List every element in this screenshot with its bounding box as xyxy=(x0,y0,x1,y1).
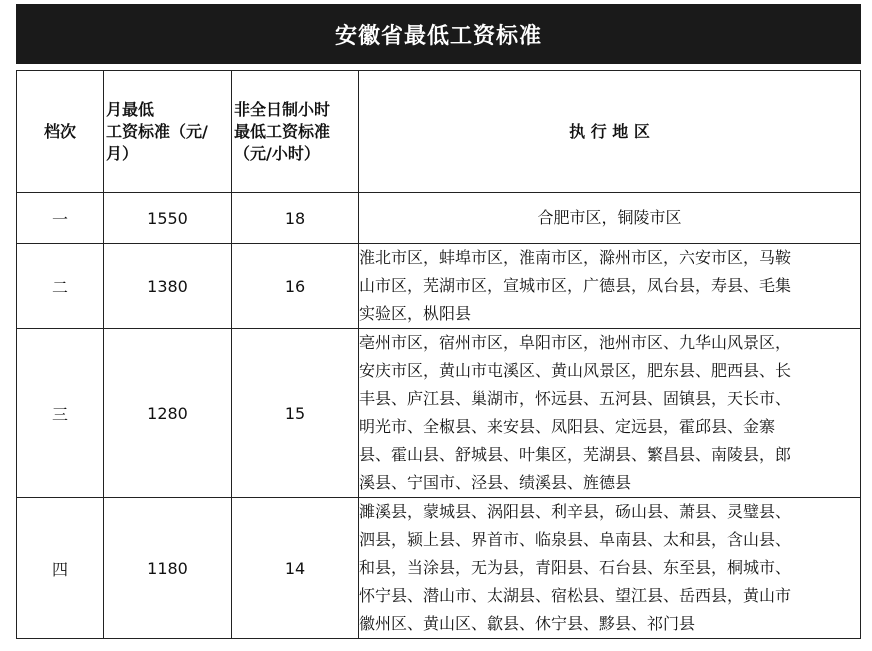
wage-standard-sheet xyxy=(16,4,861,640)
row-level: 三 xyxy=(17,329,104,498)
row-area: 濉溪县，蒙城县、涡阳县、利辛县，砀山县、萧县、灵璧县、 泗县，颍上县、界首市、临泉县、阜南县、太和县，含山县、 和县，当涂县，无为县，青阳县、石台县、东至县，桐城市、 怀宁县、潜山市、太湖县、宿松县、望江县、岳西县，黄山市 徽州区、黄山区、歙县、休宁县、黟县、祁门县 xyxy=(359,498,861,639)
row-hourly-wage: 18 xyxy=(232,193,359,244)
table-row xyxy=(17,329,861,498)
row-hourly-wage: 16 xyxy=(232,244,359,329)
row-hourly-wage: 15 xyxy=(232,329,359,498)
wage-table xyxy=(16,70,861,639)
row-monthly-wage: 1380 xyxy=(104,244,232,329)
table-title: 安徽省最低工资标准 xyxy=(16,4,861,64)
header-level: 档次 xyxy=(17,71,104,193)
row-level: 一 xyxy=(17,193,104,244)
row-area: 淮北市区，蚌埠市区，淮南市区，滁州市区，六安市区，马鞍 山市区，芜湖市区，宣城市区，广德县，凤台县，寿县、毛集 实验区，枞阳县 xyxy=(359,244,861,329)
table-row xyxy=(17,244,861,329)
row-area: 合肥市区，铜陵市区 xyxy=(359,193,861,244)
row-monthly-wage: 1280 xyxy=(104,329,232,498)
row-monthly-wage: 1550 xyxy=(104,193,232,244)
row-monthly-wage: 1180 xyxy=(104,498,232,639)
header-row xyxy=(17,71,861,193)
table-row xyxy=(17,193,861,244)
row-level: 四 xyxy=(17,498,104,639)
row-hourly-wage: 14 xyxy=(232,498,359,639)
row-area: 亳州市区，宿州市区，阜阳市区，池州市区、九华山风景区， 安庆市区，黄山市屯溪区、黄山风景区，肥东县、肥西县、长 丰县、庐江县、巢湖市，怀远县、五河县、固镇县，天长市、 明光市、全椒县、来安县、凤阳县、定远县，霍邱县、金寨 县、霍山县、舒城县、叶集区，芜湖县、繁昌县、南陵县，郎 溪县、宁国市、泾县、绩溪县、旌德县 xyxy=(359,329,861,498)
header-monthly-wage: 月最低 工资标准（元/ 月） xyxy=(104,71,232,193)
table-row xyxy=(17,498,861,639)
header-area: 执 行 地 区 xyxy=(359,71,861,193)
row-level: 二 xyxy=(17,244,104,329)
header-hourly-wage: 非全日制小时 最低工资标准 （元/小时） xyxy=(232,71,359,193)
